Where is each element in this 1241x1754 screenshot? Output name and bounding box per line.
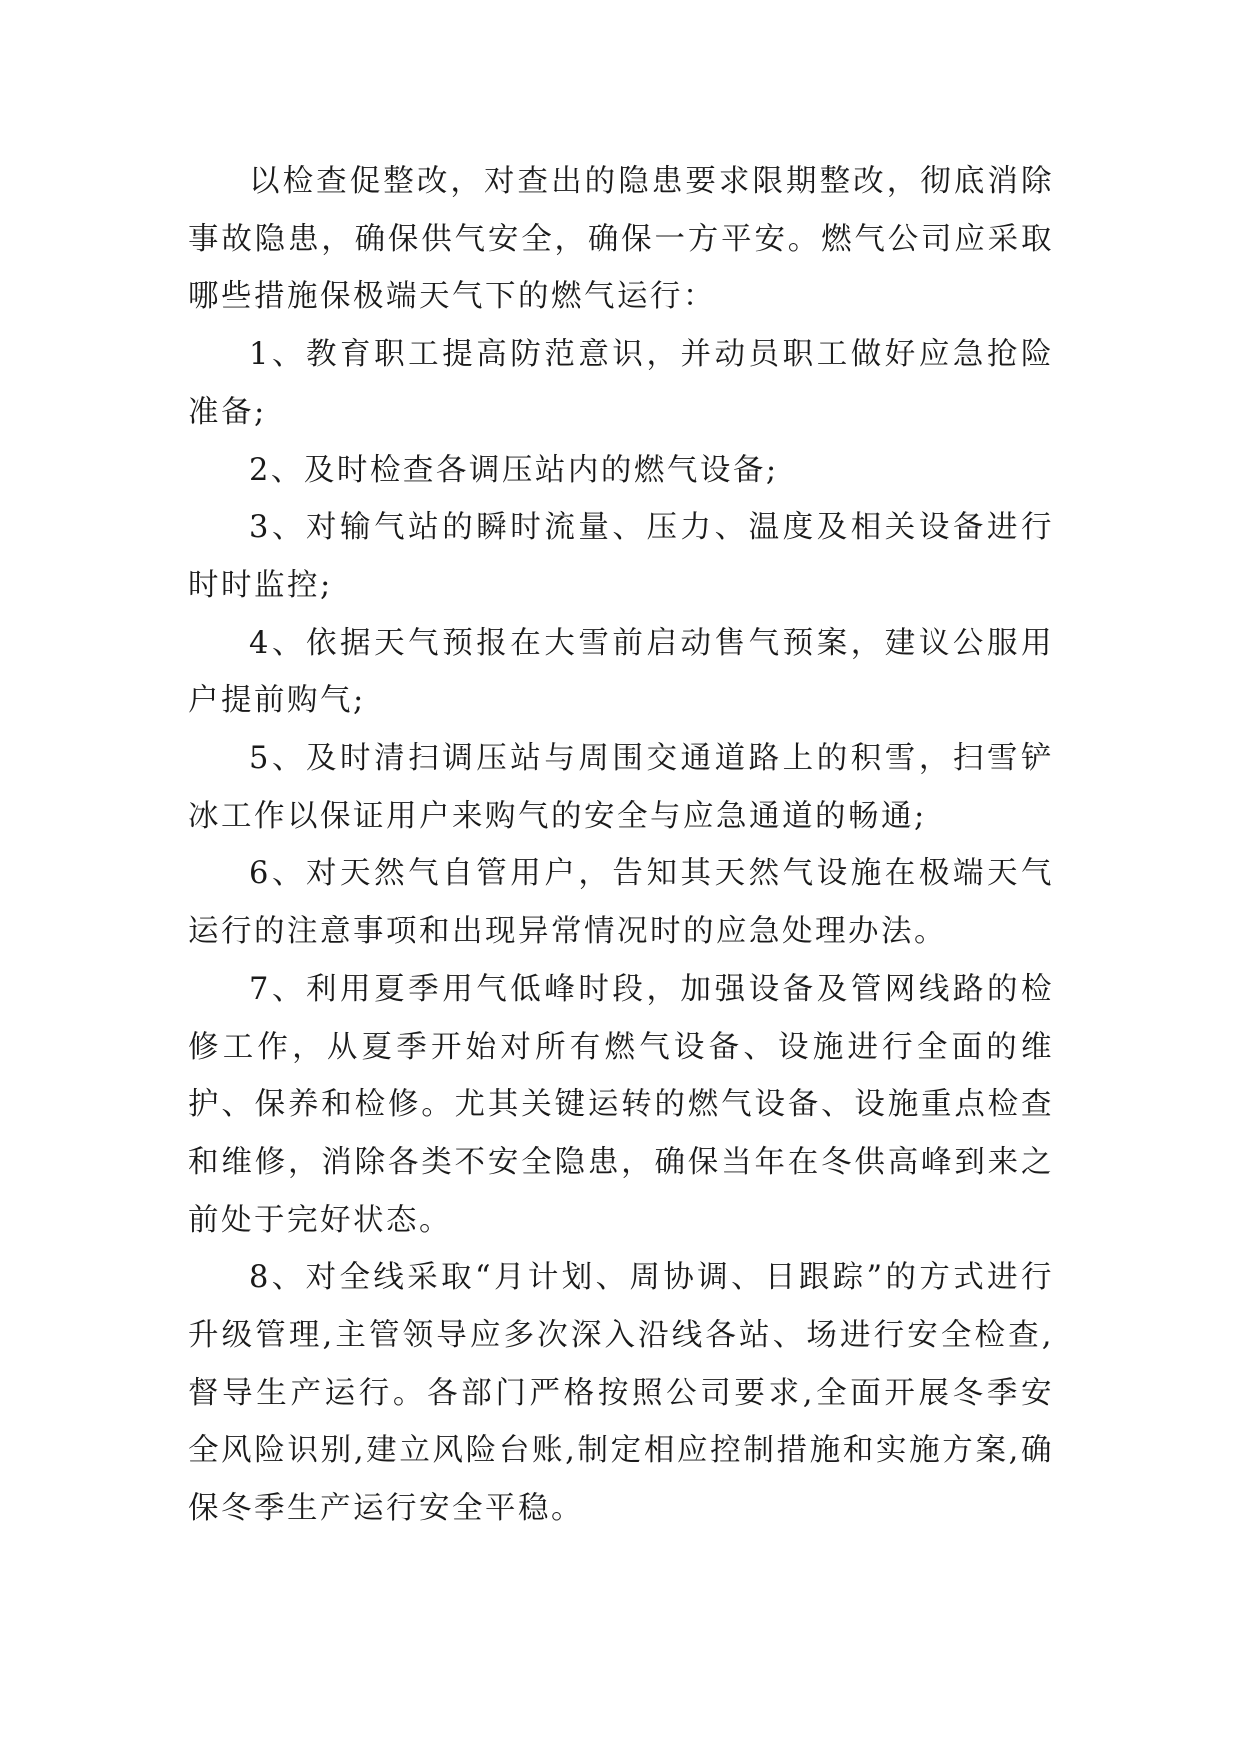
paragraph-item-8: 8、对全线采取“月计划、周协调、日跟踪”的方式进行升级管理,主管领导应多次深入沿线各站、场进行安全检查,督导生产运行。各部门严格按照公司要求,全面开展冬季安全风险识别,建立风险台账,制定相应控制措施和实施方案,确保冬季生产运行安全平稳。	[188, 1260, 1054, 1527]
paragraph-item-1: 1、教育职工提高防范意识，并动员职工做好应急抢险准备;	[188, 337, 1054, 430]
paragraph-item-5: 5、及时清扫调压站与周围交通道路上的积雪，扫雪铲冰工作以保证用户来购气的安全与应急通道的畅通;	[188, 741, 1054, 834]
paragraph-item-4: 4、依据天气预报在大雪前启动售气预案，建议公服用户提前购气;	[188, 625, 1054, 719]
paragraph-item-2: 2、及时检查各调压站内的燃气设备;	[249, 452, 779, 488]
document-body	[188, 153, 1054, 1538]
paragraph-item-3: 3、对输气站的瞬时流量、压力、温度及相关设备进行时时监控;	[188, 510, 1054, 603]
paragraph-intro: 以检查促整改，对查出的隐患要求限期整改，彻底消除事故隐患，确保供气安全，确保一方平安。燃气公司应采取哪些措施保极端天气下的燃气运行：	[188, 164, 1054, 315]
paragraph-item-7: 7、利用夏季用气低峰时段，加强设备及管网线路的检修工作，从夏季开始对所有燃气设备、设施进行全面的维护、保养和检修。尤其关键运转的燃气设备、设施重点检查和维修，消除各类不安全隐患，确保当年在冬供高峰到来之前处于完好状态。	[188, 971, 1054, 1238]
paragraph-item-6: 6、对天然气自管用户，告知其天然气设施在极端天气运行的注意事项和出现异常情况时的应急处理办法。	[188, 856, 1054, 950]
